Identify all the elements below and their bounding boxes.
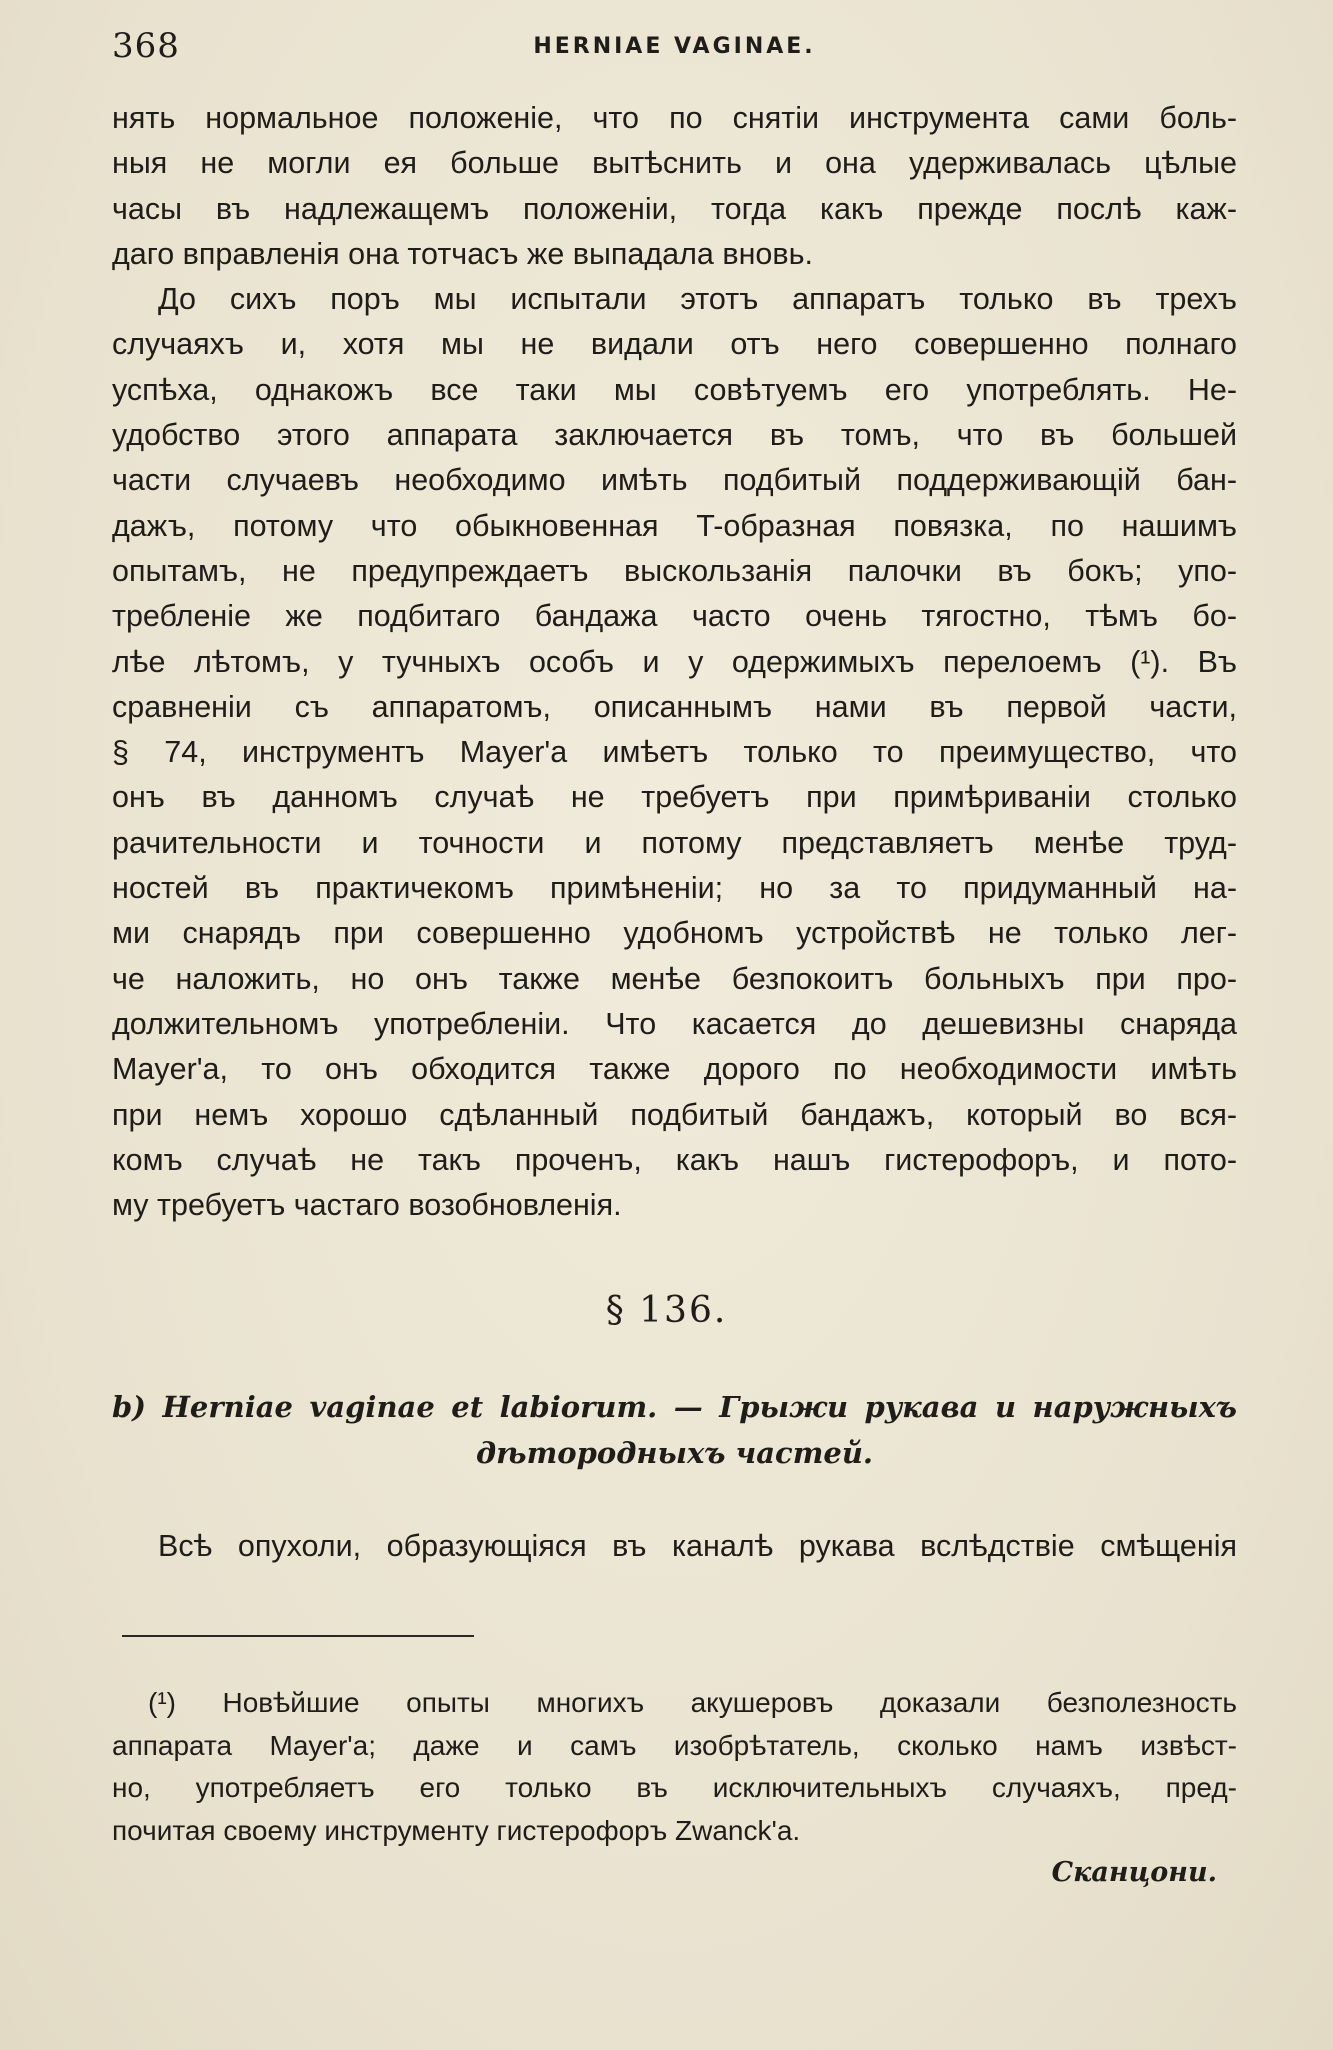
text-line: успѣха, однакожъ все таки мы совѣтуемъ его употреблять. Не- [112, 372, 1237, 407]
text-line: сравненiи съ аппаратомъ, описаннымъ нами въ первой части, [112, 689, 1237, 724]
footnote-divider [122, 1635, 474, 1637]
text-line: опытамъ, не предупреждаетъ выскользанiя палочки въ бокъ; упо- [112, 553, 1237, 588]
footnote-line: почитая своему инструменту гистерофоръ Zwanck'а. [112, 1814, 801, 1846]
page-number: 368 [112, 26, 180, 66]
running-title: HERNIAE VAGINAE. [533, 34, 816, 59]
text-line: § 74, инструментъ Mayer'а имѣетъ только то преимущество, что [112, 735, 1237, 770]
text-line: комъ случаѣ не такъ проченъ, какъ нашъ гистерофоръ, и пото- [112, 1142, 1237, 1177]
text-line: онъ въ данномъ случаѣ не требуетъ при примѣриванiи столько [112, 780, 1237, 815]
text-line: му требуетъ частаго возобновленiя. [112, 1188, 622, 1223]
footnote-line: (¹) Новѣйшие опыты многихъ акушеровъ доказали безполезность [148, 1687, 1237, 1718]
text-line: До сихъ поръ мы испытали этотъ аппаратъ только въ трехъ [158, 282, 1237, 317]
text-line: Mayer'а, то онъ обходится также дорого по необходимости имѣть [112, 1052, 1237, 1087]
body-text [112, 96, 1237, 1228]
footnote-line: аппарата Mayer'а; даже и самъ изобрѣтатель, сколько намъ извѣст- [112, 1729, 1237, 1761]
section-heading-line: b) Herniae vaginae et labiorum. — Грыжи рукава и наружныхъ [112, 1390, 1237, 1424]
text-line: ныя не могли ея больше вытѣснить и она удерживалась цѣлые [112, 146, 1237, 181]
text-line: должительномъ употребленiи. Что касается до дешевизны снаряда [112, 1006, 1237, 1041]
text-line: ностей въ практичекомъ примѣненiи; но за то придуманный на- [112, 871, 1237, 906]
text-line: Всѣ опухоли, образующiяся въ каналѣ рукава вслѣдствiе смѣщенiя [158, 1529, 1237, 1563]
text-line: при немъ хорошо сдѣланный подбитый бандажъ, который во вся- [112, 1097, 1237, 1132]
text-line: дажъ, потому что обыкновенная T-образная повязка, по нашимъ [112, 508, 1237, 543]
text-line: части случаевъ необходимо имѣть подбитый поддерживающiй бан- [112, 463, 1237, 498]
section-heading-line: дѣтородныхъ частей. [475, 1436, 874, 1470]
footnote-line: но, употребляетъ его только въ исключительныхъ случаяхъ, пред- [112, 1772, 1237, 1803]
text-line: рачительности и точности и потому представляетъ менѣе труд- [112, 825, 1237, 860]
text-line: случаяхъ и, хотя мы не видали отъ него совершенно полнаго [112, 327, 1237, 362]
text-line: лѣе лѣтомъ, у тучныхъ особъ и у одержимыхъ перелоемъ (¹). Въ [112, 644, 1237, 679]
text-line: че наложить, но онъ также менѣе безпокоитъ больныхъ при про- [112, 961, 1237, 996]
section-opening-paragraph [112, 1524, 1237, 1569]
section-heading [112, 1384, 1237, 1476]
running-head [112, 22, 1237, 72]
footnote-signature: Сканцони. [1051, 1857, 1217, 1888]
footnote [112, 1682, 1237, 1895]
text-line: ми снарядъ при совершенно удобномъ устройствѣ не только лег- [112, 916, 1237, 951]
section-number: § 136. [605, 1290, 728, 1331]
text-line: требленiе же подбитаго бандажа часто очень тягостно, тѣмъ бо- [112, 599, 1237, 634]
text-line: даго вправленiя она тотчасъ же выпадала вновь. [112, 236, 813, 271]
text-line: удобство этого аппарата заключается въ томъ, что въ большей [112, 418, 1237, 453]
text-line: часы въ надлежащемъ положенiи, тогда какъ прежде послѣ каж- [112, 191, 1237, 226]
text-line: нять нормальное положенiе, что по снятiи инструмента сами боль- [112, 101, 1237, 135]
